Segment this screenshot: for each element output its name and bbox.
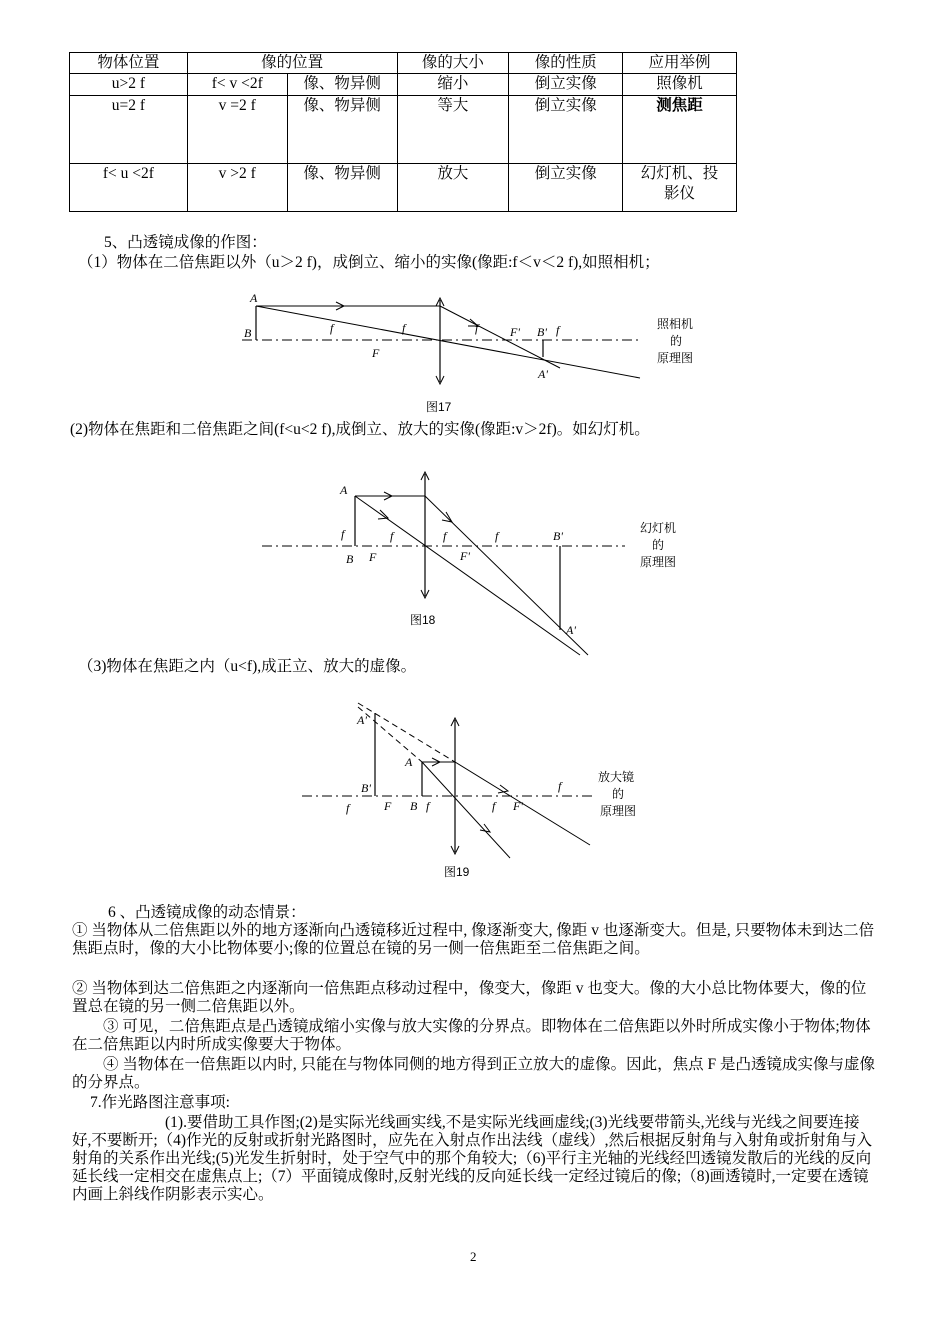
fig19-note: 原理图 bbox=[600, 804, 637, 818]
fig17-caption: 图17 bbox=[426, 400, 452, 414]
table-row bbox=[70, 74, 737, 96]
table-cell: f< u <2f bbox=[70, 164, 188, 212]
imaging-table bbox=[69, 52, 737, 212]
table-cell: 等大 bbox=[397, 96, 509, 164]
label-f: f bbox=[475, 321, 479, 335]
table-header-row bbox=[70, 53, 737, 74]
label-A: A bbox=[340, 483, 348, 497]
header-cell: 物体位置 bbox=[70, 53, 188, 74]
label-f: f bbox=[558, 779, 562, 793]
fig18-note: 幻灯机 bbox=[640, 521, 677, 535]
label-F: F bbox=[369, 550, 377, 564]
label-f: f bbox=[346, 801, 350, 815]
table-cell: 像、物异侧 bbox=[287, 96, 397, 164]
section6-p3: ③ 可见，二倍焦距点是凸透镜成缩小实像与放大实像的分界点。即物体在二倍焦距以外时所成实像小于物体;物体在二倍焦距以内时所成实像要大于物体。 bbox=[72, 1018, 871, 1053]
table-cell: v >2 f bbox=[187, 164, 287, 212]
header-cell: 像的大小 bbox=[397, 53, 509, 74]
section7-title: 7.作光路图注意事项: bbox=[90, 1094, 230, 1111]
table-cell: u>2 f bbox=[70, 74, 188, 96]
central-ray bbox=[355, 496, 580, 655]
table-cell: 像、物异侧 bbox=[287, 74, 397, 96]
fig18-note: 原理图 bbox=[640, 555, 677, 569]
fig17-note: 的 bbox=[670, 334, 683, 348]
label-Ap: A' bbox=[538, 367, 548, 381]
header-cell: 应用举例 bbox=[623, 53, 737, 74]
central-ray bbox=[422, 762, 510, 858]
fig18-diagram bbox=[255, 470, 695, 660]
section6-p4: ④ 当物体在一倍焦距以内时, 只能在与物体同侧的地方得到正立放大的虚像。因此，焦点 F 是凸透镜成实像与虚像的分界点。 bbox=[72, 1056, 875, 1091]
table-cell: v =2 f bbox=[187, 96, 287, 164]
label-Bp: B' bbox=[361, 781, 371, 795]
table-cell: 放大 bbox=[397, 164, 509, 212]
ray-arrowhead bbox=[378, 510, 388, 519]
label-Fp: F' bbox=[460, 549, 470, 563]
fig18-caption: 图18 bbox=[410, 613, 436, 627]
label-f: f bbox=[426, 799, 430, 813]
table-cell: 幻灯机、投影仪 bbox=[623, 164, 737, 212]
case3-text: （3)物体在焦距之内（u<f),成正立、放大的虚像。 bbox=[78, 658, 417, 675]
fig17-note: 照相机 bbox=[657, 317, 694, 331]
fig19-diagram bbox=[295, 690, 655, 882]
label-f: f bbox=[492, 799, 496, 813]
fig18-note: 的 bbox=[652, 538, 665, 552]
section5-title: 5、凸透镜成像的作图： bbox=[104, 234, 267, 251]
label-f: f bbox=[402, 321, 406, 335]
table-cell: 像、物异侧 bbox=[287, 164, 397, 212]
header-cell: 像的位置 bbox=[187, 53, 397, 74]
label-Fp: F' bbox=[510, 325, 520, 339]
table-cell: 倒立实像 bbox=[509, 164, 623, 212]
label-A: A bbox=[405, 755, 413, 769]
label-F: F bbox=[384, 799, 392, 813]
header-cell: 像的性质 bbox=[509, 53, 623, 74]
table-cell: 倒立实像 bbox=[509, 74, 623, 96]
label-Fp: F' bbox=[513, 799, 523, 813]
table-cell: 测焦距 bbox=[623, 96, 737, 164]
table-row bbox=[70, 96, 737, 164]
label-Bp: B' bbox=[537, 325, 547, 339]
table-cell: 缩小 bbox=[397, 74, 509, 96]
ray-arrowhead bbox=[480, 824, 490, 832]
label-A: A bbox=[250, 291, 258, 305]
section7-body: (1).要借助工具作图;(2)是实际光线画实线,不是实际光线画虚线;(3)光线要带箭头,光线与光线之间要连接好,不要断开;（4)作光的反射或折射光路图时，应先在入射点作出法线（虚线）,然后根据反射角与入射角或折射角与入射角的关系作出光线;(5)光发生折射时，处于空气中的那个角较大;（6)平行主光轴的光线经凹透镜发散后的光线的反向延长线一定相交在虚焦点上;（7）平面镜成像时,反射光线的反向延长线一定经过镜后的像;（8)画透镜时,一定要在透镜内画上斜线作阴影表示实心。 bbox=[72, 1114, 872, 1203]
virtual-extension bbox=[358, 703, 455, 762]
fig19-note: 的 bbox=[612, 787, 625, 801]
label-F: F bbox=[372, 346, 380, 360]
label-f: f bbox=[390, 529, 394, 543]
section6-title: 6 、凸透镜成像的动态情景： bbox=[108, 904, 306, 921]
central-ray bbox=[256, 306, 640, 378]
page-number: 2 bbox=[470, 1249, 477, 1264]
table-cell: f< v <2f bbox=[187, 74, 287, 96]
table-cell: 倒立实像 bbox=[509, 96, 623, 164]
table-cell: u=2 f bbox=[70, 96, 188, 164]
label-Bp: B' bbox=[553, 529, 563, 543]
section6-p2: ② 当物体到达二倍焦距之内逐渐向一倍焦距点移动过程中，像变大，像距 v 也变大。像的大小总比物体要大，像的位置总在镜的另一侧二倍焦距以外。 bbox=[72, 980, 867, 1015]
label-B: B bbox=[346, 552, 354, 566]
label-Ap: A' bbox=[357, 713, 367, 727]
label-f: f bbox=[341, 527, 345, 541]
case2-text: (2)物体在焦距和二倍焦距之间(f<u<2 f),成倒立、放大的实像(像距:v＞2f)。如幻灯机。 bbox=[70, 421, 650, 438]
refracted-ray bbox=[425, 496, 588, 655]
label-B: B bbox=[244, 326, 252, 340]
label-f: f bbox=[330, 321, 334, 335]
table-cell: 照像机 bbox=[623, 74, 737, 96]
fig17-diagram bbox=[230, 288, 694, 418]
fig19-note: 放大镜 bbox=[598, 770, 635, 784]
label-Ap: A' bbox=[566, 623, 576, 637]
case1-text: （1）物体在二倍焦距以外（u＞2 f)，成倒立、缩小的实像(像距:f＜v＜2 f),如照相机； bbox=[78, 254, 660, 271]
label-f: f bbox=[556, 323, 560, 337]
label-f: f bbox=[443, 529, 447, 543]
label-B: B bbox=[410, 799, 418, 813]
fig17-note: 原理图 bbox=[657, 351, 694, 365]
virtual-extension bbox=[358, 707, 422, 762]
label-f: f bbox=[495, 529, 499, 543]
table-row bbox=[70, 164, 737, 212]
fig19-caption: 图19 bbox=[444, 865, 470, 879]
section6-p1: ① 当物体从二倍焦距以外的地方逐渐向凸透镜移近过程中, 像逐渐变大, 像距 v 也逐渐变大。但是, 只要物体未到达二倍焦距点时，像的大小比物体要小;像的位置总在镜的另一侧一倍焦距至二倍焦距之间。 bbox=[72, 922, 875, 957]
